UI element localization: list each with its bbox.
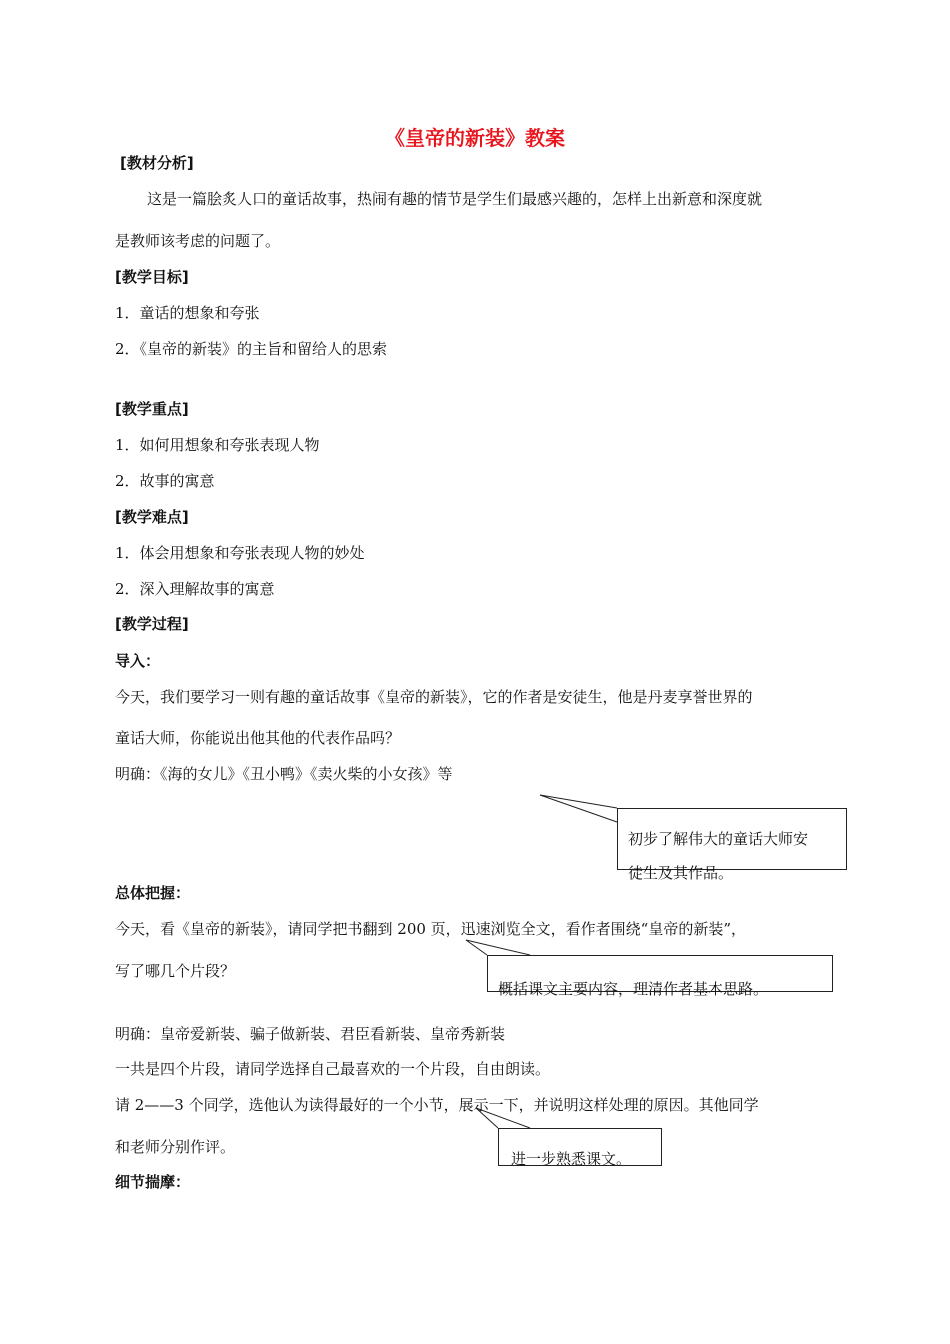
focus-item: 2．故事的寓意 bbox=[115, 472, 215, 490]
analysis-paragraph-line2: 是教师该考虑的问题了。 bbox=[115, 232, 281, 250]
callout-pointer-intro bbox=[540, 795, 617, 822]
analysis-heading: [教材分析] bbox=[120, 154, 194, 172]
overview-paragraph-line4: 请 2——3 个同学，选他认为读得最好的一个小节，展示一下，并说明这样处理的原因。其他同学 bbox=[115, 1096, 759, 1114]
focus-heading: [教学重点] bbox=[115, 400, 189, 418]
goals-heading: [教学目标] bbox=[115, 268, 189, 286]
difficulty-item: 1．体会用想象和夸张表现人物的妙处 bbox=[115, 544, 365, 562]
callout-overview-text: 概括课文主要内容，理清作者基本思路。 bbox=[498, 980, 769, 998]
overview-paragraph-line3: 一共是四个片段，请同学选择自己最喜欢的一个片段，自由朗读。 bbox=[115, 1060, 551, 1078]
callout-reading-text: 进一步熟悉课文。 bbox=[511, 1150, 632, 1168]
detail-heading: 细节揣摩： bbox=[115, 1173, 191, 1191]
focus-item: 1．如何用想象和夸张表现人物 bbox=[115, 436, 320, 454]
overview-paragraph-line1: 今天，看《皇帝的新装》，请同学把书翻到 200 页，迅速浏览全文，看作者围绕“皇帝的新装”， bbox=[115, 920, 747, 938]
intro-paragraph-line1: 今天，我们要学习一则有趣的童话故事《皇帝的新装》，它的作者是安徒生，他是丹麦享誉世界的 bbox=[115, 688, 753, 706]
difficulty-item: 2．深入理解故事的寓意 bbox=[115, 580, 275, 598]
overview-paragraph-line2: 写了哪几个片段？ bbox=[115, 962, 236, 980]
goal-item: 1．童话的想象和夸张 bbox=[115, 304, 260, 322]
overview-paragraph-line5: 和老师分别作评。 bbox=[115, 1138, 236, 1156]
intro-paragraph-line2: 童话大师，你能说出他其他的代表作品吗？ bbox=[115, 729, 401, 747]
overview-answer: 明确：皇帝爱新装、骗子做新装、君臣看新装、皇帝秀新装 bbox=[115, 1025, 506, 1043]
process-heading: [教学过程] bbox=[115, 615, 189, 633]
page-title: 《皇帝的新装》教案 bbox=[385, 126, 565, 150]
difficulty-heading: [教学难点] bbox=[115, 508, 189, 526]
callout-intro-line1: 初步了解伟大的童话大师安 bbox=[628, 830, 809, 848]
analysis-paragraph-line1: 这是一篇脍炙人口的童话故事，热闹有趣的情节是学生们最感兴趣的，怎样上出新意和深度就 bbox=[147, 190, 763, 208]
intro-answer: 明确：《海的女儿》《丑小鸭》《卖火柴的小女孩》等 bbox=[115, 765, 453, 783]
callout-intro-line2: 徒生及其作品。 bbox=[628, 864, 734, 882]
callout-pointer-overview bbox=[466, 940, 530, 955]
intro-heading: 导入： bbox=[115, 652, 161, 670]
overview-heading: 总体把握： bbox=[115, 884, 191, 902]
goal-item: 2．《皇帝的新装》的主旨和留给人的思索 bbox=[115, 340, 388, 358]
